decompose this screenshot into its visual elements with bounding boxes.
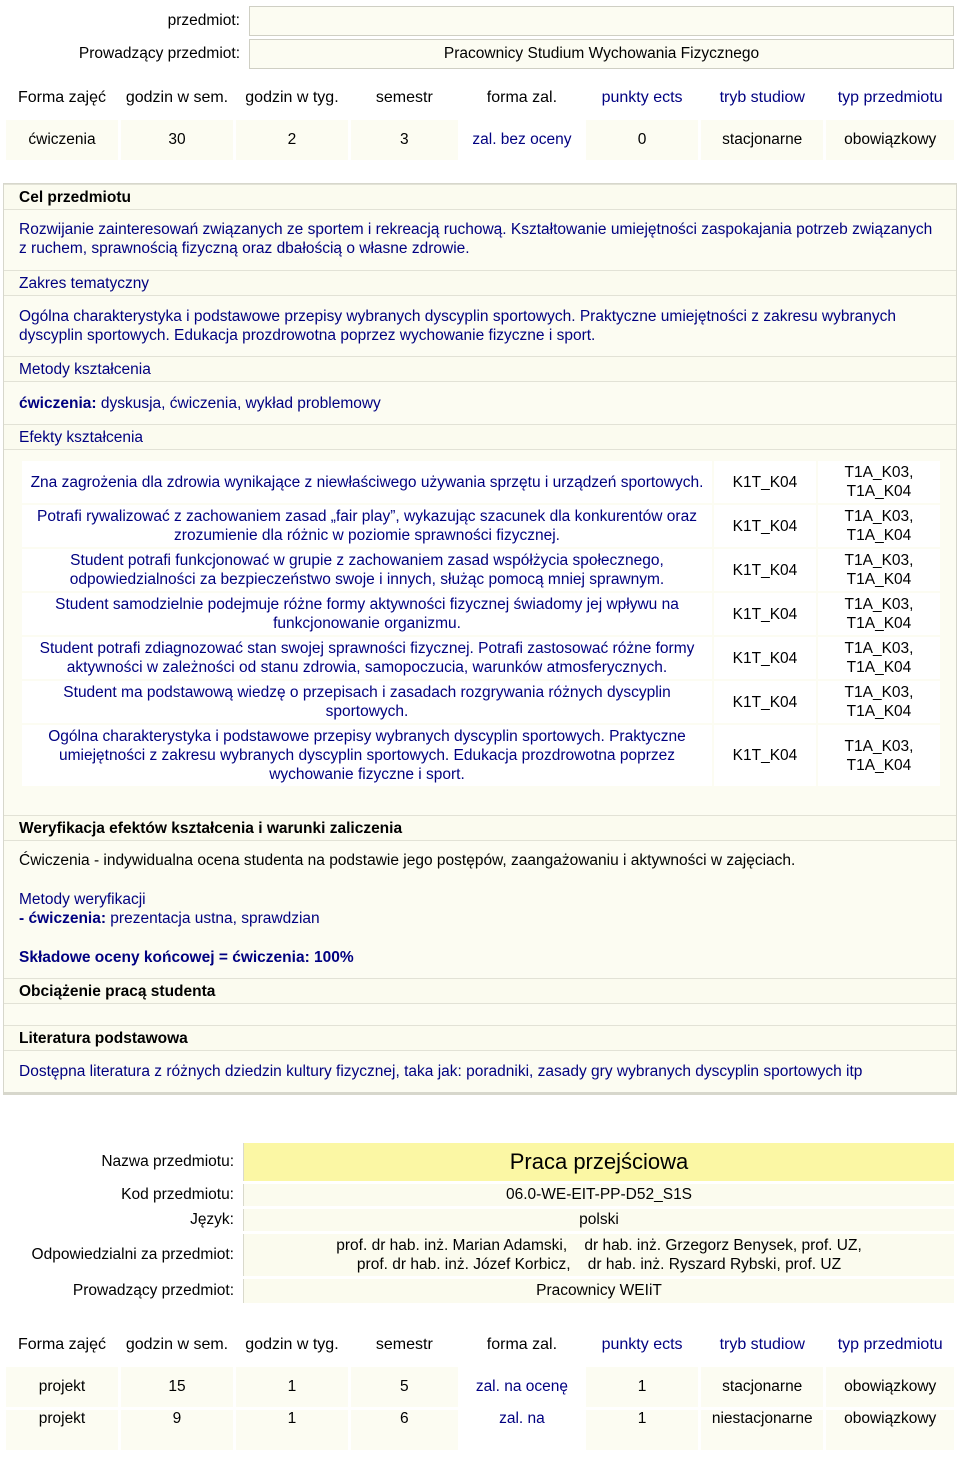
effect-code-k1t: K1T_K04 (714, 461, 816, 503)
verification-text: Ćwiczenia - indywidualna ocena studenta na podstawie jego postępów, zaangażowaniu i aktywności w zajęciach. (19, 852, 796, 869)
params2-header-row (6, 1324, 954, 1364)
cell-mode: stacjonarne (701, 1367, 823, 1407)
params-header-row (6, 77, 954, 117)
scope-title: Zakres tematyczny (4, 270, 956, 296)
instructor2-label: Prowadzący przedmiot: (72, 1282, 234, 1299)
final-grade: Składowe oceny końcowej = ćwiczenia: 100% (19, 949, 354, 966)
header-mode: tryb studiow (719, 88, 805, 106)
course2-params-table (3, 1321, 957, 1453)
cell-hours-sem: 15 (121, 1367, 233, 1407)
header2-form: Forma zajęć (17, 1335, 106, 1353)
effect-code-t1a: T1A_K03, T1A_K04 (818, 505, 940, 547)
table-row (22, 725, 940, 786)
language-row (6, 1209, 954, 1231)
effects-title: Efekty kształcenia (4, 424, 956, 450)
effect-code-t1a: T1A_K03, T1A_K04 (818, 725, 940, 786)
goal-text: Rozwijanie zainteresowań związanych ze sportem i rekreacją ruchową. Kształtowanie umiejętności zaspokajania potrzeb związanych z ruchem, sprawnością fizyczną oraz dbałością o własne zdrowie. (19, 221, 933, 257)
cell-type: obowiązkowy (826, 120, 954, 160)
methods-text (19, 394, 939, 413)
cell-ects: 1 (586, 1367, 698, 1407)
course2-instructor: Pracownicy WEIiT (243, 1279, 954, 1303)
effect-text: Student potrafi funkcjonować w grupie z zachowaniem zasad współżycia społecznego, odpowiedzialności za bezpieczeństwo swoje i innych, służąc pomocą mniej sprawnym. (22, 549, 712, 591)
instructor2-row (6, 1279, 954, 1303)
effect-text: Zna zagrożenia dla zdrowia wynikające z niewłaściwego używania sprzętu i urządzeń sportowych. (22, 461, 712, 503)
effects-table (20, 459, 942, 788)
table-row (22, 461, 940, 503)
header2-mode: tryb studiow (719, 1335, 805, 1353)
subject-row (6, 6, 954, 36)
instructor-row (6, 39, 954, 69)
table-row (6, 1367, 954, 1407)
cell-form: ćwiczenia (6, 120, 118, 160)
cell-hours-week: 2 (236, 120, 348, 160)
effect-code-k1t: K1T_K04 (714, 593, 816, 635)
literature-text: Dostępna literatura z różnych dziedzin kultury fizycznej, taka jak: poradniki, zasady gry wybranych dyscyplin sportowych itp (19, 1063, 863, 1080)
course1-params-table (3, 74, 957, 163)
cell-ects: 0 (586, 120, 698, 160)
effect-code-t1a: T1A_K03, T1A_K04 (818, 637, 940, 679)
effect-text: Student ma podstawową wiedzę o przepisach i zasadach rozgrywania różnych dyscyplin sportowych. (22, 681, 712, 723)
table-row (22, 505, 940, 547)
cell-type: obowiązkowy (826, 1410, 954, 1450)
header-semester: semestr (375, 88, 433, 106)
language-label: Język: (190, 1211, 234, 1228)
course2-params (3, 1321, 957, 1453)
cell-hours-week: 1 (236, 1410, 348, 1450)
table-row (6, 120, 954, 160)
table-row (22, 549, 940, 591)
header2-semester: semestr (375, 1335, 433, 1353)
cell-type: obowiązkowy (826, 1367, 954, 1407)
course-name: Praca przejściowa (243, 1143, 954, 1181)
table-row (22, 593, 940, 635)
name-row (6, 1143, 954, 1181)
responsible-row (6, 1234, 954, 1276)
effect-text: Student samodzielnie podejmuje różne formy aktywności fizycznej świadomy jej wpływu na funkcjonowanie organizmu. (22, 593, 712, 635)
header2-ects: punkty ects (601, 1335, 683, 1353)
responsible-line-2: prof. dr hab. inż. Józef Korbicz, dr hab. inż. Ryszard Rybski, prof. UZ (356, 1256, 842, 1273)
course1-header-table (3, 3, 957, 72)
course-responsible (243, 1234, 954, 1276)
cell-form: projekt (6, 1367, 118, 1407)
header-hours-week: godzin w tyg. (245, 88, 339, 106)
header-form: Forma zajęć (17, 88, 106, 106)
instructor-label: Prowadzący przedmiot: (6, 39, 246, 69)
table-row (22, 681, 940, 723)
effect-code-k1t: K1T_K04 (714, 681, 816, 723)
verif-methods-value: prezentacja ustna, sprawdzian (106, 910, 320, 927)
effect-text: Ogólna charakterystyka i podstawowe przepisy wybranych dyscyplin sportowych. Praktyczne umiejętności z zakresu wybranych dyscyplin sportowych. Edukacja prozdrowotna poprzez wychowanie fizyczne i sport. (22, 725, 712, 786)
header-type: typ przedmiotu (837, 88, 943, 106)
methods-title: Metody kształcenia (4, 356, 956, 382)
responsible-label: Odpowiedzialni za przedmiot: (31, 1246, 234, 1263)
cell-mode: niestacjonarne (701, 1410, 823, 1450)
workload-title: Obciążenie pracą studenta (4, 978, 956, 1004)
effect-code-k1t: K1T_K04 (714, 505, 816, 547)
verif-methods-title: Metody weryfikacji (19, 891, 146, 908)
header2-hours-sem: godzin w sem. (125, 1335, 229, 1353)
header-hours-sem: godzin w sem. (125, 88, 229, 106)
name-label: Nazwa przedmiotu: (101, 1153, 234, 1170)
effect-code-k1t: K1T_K04 (714, 549, 816, 591)
course2-header (3, 1140, 957, 1306)
effect-code-k1t: K1T_K04 (714, 725, 816, 786)
effect-code-t1a: T1A_K03, T1A_K04 (818, 681, 940, 723)
effect-code-t1a: T1A_K03, T1A_K04 (818, 593, 940, 635)
code-row (6, 1184, 954, 1206)
cell-credit-form: zal. na ocenę (461, 1367, 583, 1407)
header-credit-form: forma zal. (486, 88, 558, 106)
cell-hours-week: 1 (236, 1367, 348, 1407)
cell-hours-sem: 9 (121, 1410, 233, 1450)
cell-mode: stacjonarne (701, 120, 823, 160)
verif-methods-prefix: - ćwiczenia: (19, 910, 106, 927)
course-code: 06.0-WE-EIT-PP-D52_S1S (243, 1184, 954, 1206)
cell-credit-form: zal. bez oceny (461, 120, 583, 160)
effect-text: Potrafi rywalizować z zachowaniem zasad „fair play”, wykazując szacunek dla konkurentów oraz zrozumienie dla różnic w poziomie sprawności fizycznej. (22, 505, 712, 547)
methods-label: ćwiczenia: (19, 395, 97, 412)
cell-semester: 5 (351, 1367, 458, 1407)
code-label: Kod przedmiotu: (121, 1186, 234, 1203)
subject-value (249, 6, 954, 36)
verification-title: Weryfikacja efektów kształcenia i warunki zaliczenia (4, 815, 956, 841)
header2-hours-week: godzin w tyg. (245, 1335, 339, 1353)
cell-form: projekt (6, 1410, 118, 1450)
course1-header (3, 3, 957, 72)
cell-semester: 3 (351, 120, 458, 160)
subject-label: przedmiot: (6, 6, 246, 36)
instructor-value: Pracownicy Studium Wychowania Fizycznego (249, 39, 954, 69)
cell-credit-form: zal. na (461, 1410, 583, 1450)
effect-text: Student potrafi zdiagnozować stan swojej sprawności fizycznej. Potrafi zastosować różne formy aktywności w zależności od stanu zdrowia, samopoczucia, warunków atmosferycznych. (22, 637, 712, 679)
verif-methods-line (19, 909, 939, 928)
scope-text: Ogólna charakterystyka i podstawowe przepisy wybranych dyscyplin sportowych. Praktyczne umiejętności z zakresu wybranych dyscyplin sportowych. Edukacja prozdrowotna poprzez wychowanie fizyczne i sport. (19, 308, 896, 344)
goal-title: Cel przedmiotu (4, 184, 956, 210)
cell-hours-sem: 30 (121, 120, 233, 160)
cell-ects: 1 (586, 1410, 698, 1450)
header2-credit-form: forma zal. (486, 1335, 558, 1353)
divider-bottom (3, 1093, 957, 1095)
course2-header-table (3, 1140, 957, 1306)
literature-title: Literatura podstawowa (4, 1025, 956, 1051)
course1-description (3, 183, 957, 1093)
header-ects: punkty ects (601, 88, 683, 106)
course-language: polski (243, 1209, 954, 1231)
table-row (6, 1410, 954, 1450)
effect-code-k1t: K1T_K04 (714, 637, 816, 679)
effect-code-t1a: T1A_K03, T1A_K04 (818, 461, 940, 503)
cell-semester: 6 (351, 1410, 458, 1450)
responsible-line-1: prof. dr hab. inż. Marian Adamski, dr hab. inż. Grzegorz Benysek, prof. UZ, (336, 1237, 862, 1254)
methods-value: dyskusja, ćwiczenia, wykład problemowy (96, 395, 381, 412)
header2-type: typ przedmiotu (837, 1335, 943, 1353)
table-row (22, 637, 940, 679)
course1-params (3, 74, 957, 163)
effect-code-t1a: T1A_K03, T1A_K04 (818, 549, 940, 591)
